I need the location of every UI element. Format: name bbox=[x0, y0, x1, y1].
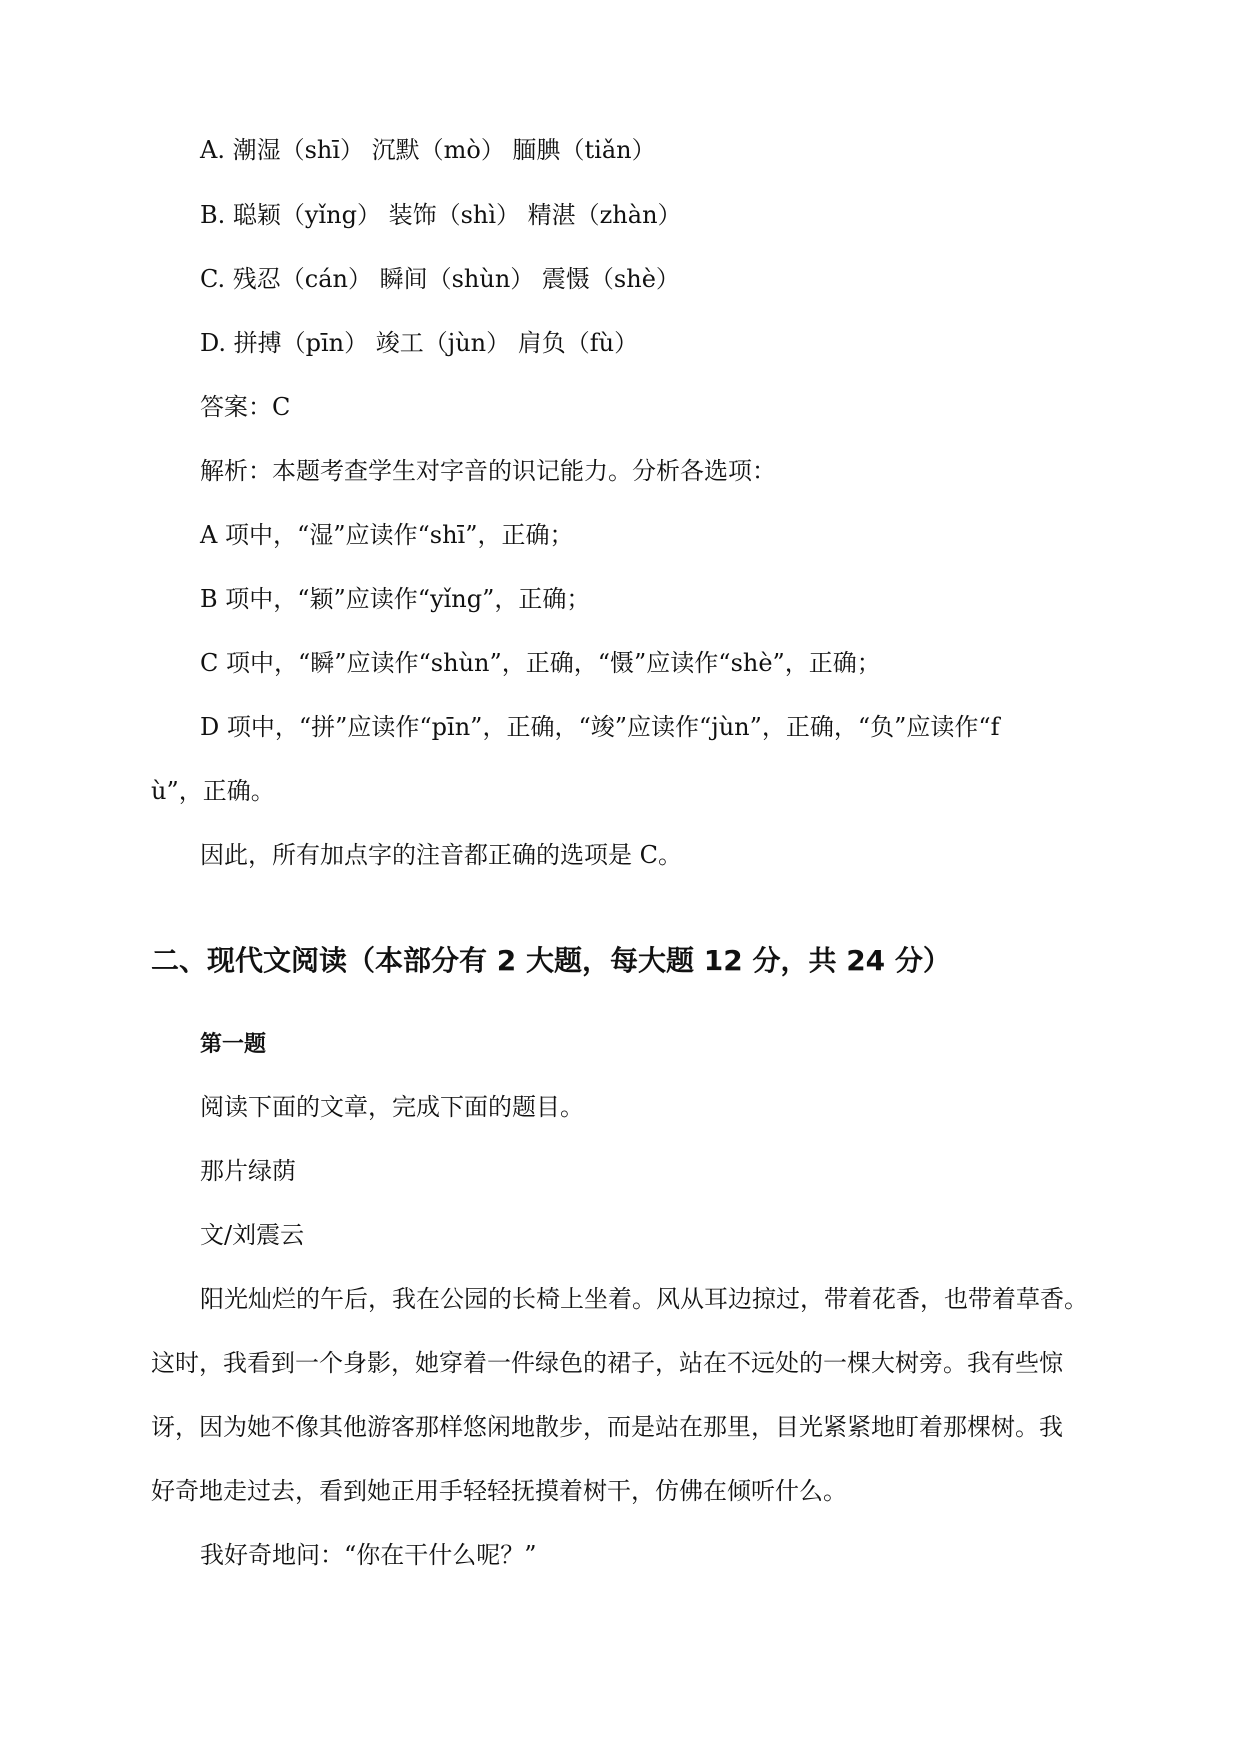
article-title: 那片绿荫 bbox=[200, 1157, 296, 1185]
option-d: D. 拼搏（pīn） 竣工（jùn） 肩负（fù） bbox=[200, 329, 639, 357]
option-a: A. 潮湿（shī） 沉默（mò） 腼腆（tiǎn） bbox=[200, 136, 656, 164]
analysis-option-b: B 项中，“颖”应读作“yǐng”，正确； bbox=[200, 585, 591, 613]
article-paragraph-2: 我好奇地问：“你在干什么呢？” bbox=[200, 1541, 537, 1569]
article-paragraph-1-line-3: 讶，因为她不像其他游客那样悠闲地散步，而是站在那里，目光紧紧地盯着那棵树。我 bbox=[151, 1413, 1063, 1441]
question-label: 第一题 bbox=[200, 1032, 267, 1057]
option-b: B. 聪颖（yǐng） 装饰（shì） 精湛（zhàn） bbox=[200, 201, 682, 229]
analysis-option-c: C 项中，“瞬”应读作“shùn”，正确，“慑”应读作“shè”，正确； bbox=[200, 649, 881, 677]
analysis-conclusion: 因此，所有加点字的注音都正确的选项是 C。 bbox=[200, 841, 682, 869]
article-paragraph-1-line-2: 这时，我看到一个身影，她穿着一件绿色的裙子，站在不远处的一棵大树旁。我有些惊 bbox=[151, 1349, 1063, 1377]
analysis-option-d-line1: D 项中，“拼”应读作“pīn”，正确，“竣”应读作“jùn”，正确，“负”应读作“f bbox=[200, 713, 1000, 741]
answer: 答案：C bbox=[200, 393, 291, 421]
analysis-intro: 解析：本题考查学生对字音的识记能力。分析各选项： bbox=[200, 457, 776, 485]
article-paragraph-1-line-1: 阳光灿烂的午后，我在公园的长椅上坐着。风从耳边掠过，带着花香，也带着草香。 bbox=[200, 1285, 1088, 1313]
article-paragraph-1-line-4: 好奇地走过去，看到她正用手轻轻抚摸着树干，仿佛在倾听什么。 bbox=[151, 1477, 847, 1505]
article-author: 文/刘震云 bbox=[200, 1221, 305, 1249]
option-c: C. 残忍（cán） 瞬间（shùn） 震慑（shè） bbox=[200, 265, 680, 293]
question-instruction: 阅读下面的文章，完成下面的题目。 bbox=[200, 1093, 584, 1121]
section-heading: 二、现代文阅读（本部分有 2 大题，每大题 12 分，共 24 分） bbox=[151, 944, 951, 977]
analysis-option-d-line2: ù”，正确。 bbox=[151, 777, 275, 805]
analysis-option-a: A 项中，“湿”应读作“shī”，正确； bbox=[200, 521, 574, 549]
